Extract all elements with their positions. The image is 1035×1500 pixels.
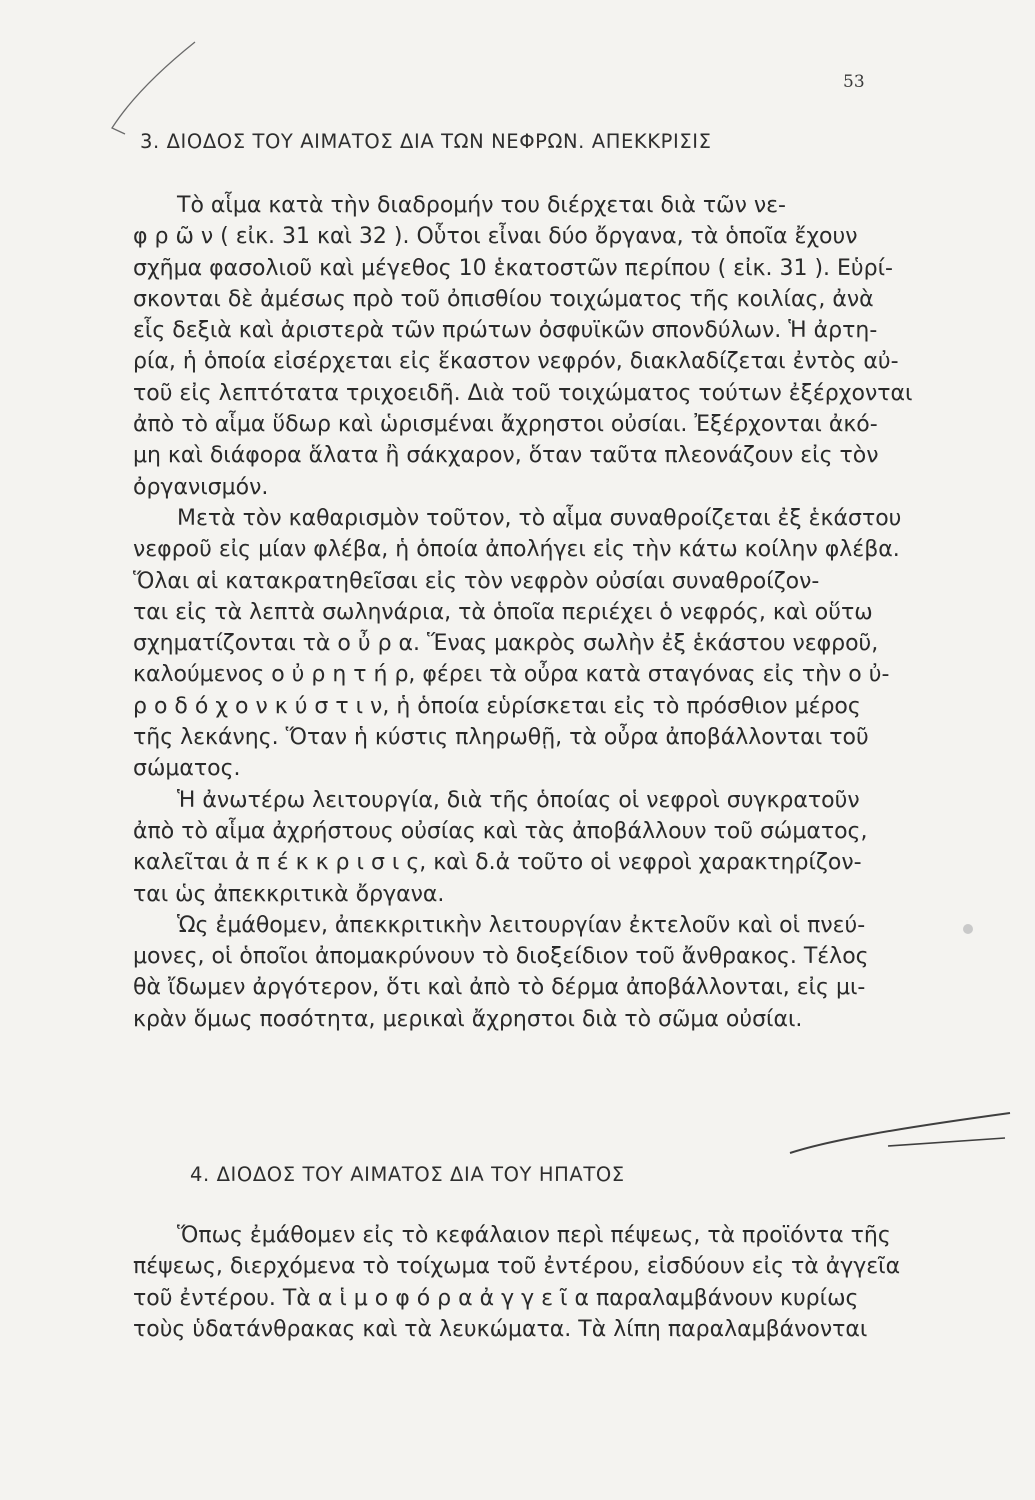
text-line: καλούμενος ο ὐ ρ η τ ή ρ, φέρει τὰ οὖρα κατὰ σταγόνας εἰς τὴν ο ὐ-	[133, 662, 890, 688]
text-line: νεφροῦ εἰς μίαν φλέβα, ἡ ὁποία ἀπολήγει εἰς τὴν κάτω κοίλην φλέβα.	[133, 537, 900, 563]
section-body	[133, 190, 913, 1035]
text-line: ται εἰς τὰ λεπτὰ σωληνάρια, τὰ ὁποῖα περιέχει ὁ νεφρός, καὶ οὕτω	[133, 599, 873, 625]
text-line: τοὺς ὑδατάνθρακας καὶ τὰ λευκώματα. Τὰ λίπη παραλαμβάνονται	[133, 1316, 868, 1342]
text-line: φ ρ ῶ ν ( εἰκ. 31 καὶ 32 ). Οὗτοι εἶναι δύο ὄργανα, τὰ ὁποῖα ἔχουν	[133, 224, 858, 250]
text-line: ἀπὸ τὸ αἷμα ἀχρήστους οὐσίας καὶ τὰς ἀποβάλλουν τοῦ σώματος,	[133, 818, 868, 844]
section-heading: 4. ΔΙΟΔΟΣ ΤΟΥ ΑΙΜΑΤΟΣ ΔΙΑ ΤΟΥ ΗΠΑΤΟΣ	[190, 1163, 625, 1186]
pencil-underline-stroke	[888, 1138, 1005, 1146]
pencil-check-mark	[112, 42, 195, 134]
text-line: Ὅλαι αἱ κατακρατηθεῖσαι εἰς τὸν νεφρὸν οὐσίαι συναθροίζον-	[133, 568, 820, 594]
text-line: μη καὶ διάφορα ἅλατα ἢ σάκχαρον, ὅταν ταῦτα πλεονάζουν εἰς τὸν	[133, 443, 879, 469]
text-line: Ὅπως ἐμάθομεν εἰς τὸ κεφάλαιον περὶ πέψεως, τὰ προϊόντα τῆς	[177, 1223, 891, 1248]
text-line: ρία, ἡ ὁποία εἰσέρχεται εἰς ἕκαστον νεφρόν, διακλαδίζεται ἐντὸς αὐ-	[133, 349, 899, 375]
page-number: 53	[843, 72, 865, 92]
text-line: μονες, οἱ ὁποῖοι ἀπομακρύνουν τὸ διοξείδιον τοῦ ἄνθρακος. Τέλος	[133, 944, 869, 970]
text-line: κρὰν ὅμως ποσότητα, μερικαὶ ἄχρηστοι διὰ τὸ σῶμα οὐσίαι.	[133, 1006, 803, 1032]
section-heading: 3. ΔΙΟΔΟΣ ΤΟΥ ΑΙΜΑΤΟΣ ΔΙΑ ΤΩΝ ΝΕΦΡΩΝ. ΑΠΕΚΚΡΙΣΙΣ	[140, 130, 712, 153]
pencil-underline-stroke	[790, 1113, 1010, 1153]
text-line: σώματος.	[133, 756, 241, 782]
text-line: Ὡς ἐμάθομεν, ἀπεκκριτικὴν λειτουργίαν ἐκτελοῦν καὶ οἱ πνεύ-	[177, 912, 866, 938]
text-line: ἀπὸ τὸ αἷμα ὕδωρ καὶ ὡρισμέναι ἄχρηστοι οὐσίαι. Ἐξέρχονται ἀκό-	[133, 412, 878, 438]
text-line: ρ ο δ ό χ ο ν κ ύ σ τ ι ν, ἡ ὁποία εὑρίσκεται εἰς τὸ πρόσθιον μέρος	[133, 693, 861, 719]
text-line: Μετὰ τὸν καθαρισμὸν τοῦτον, τὸ αἷμα συναθροίζεται ἐξ ἑκάστου	[177, 505, 902, 531]
ink-smudge	[963, 924, 973, 934]
text-line: Τὸ αἷμα κατὰ τὴν διαδρομήν του διέρχεται διὰ τῶν νε-	[177, 193, 786, 218]
text-line: τοῦ ἐντέρου. Τὰ α ἱ μ ο φ ό ρ α ἀ γ γ ε ῖ α παραλαμβάνουν κυρίως	[133, 1285, 859, 1311]
text-line: τοῦ εἰς λεπτότατα τριχοειδῆ. Διὰ τοῦ τοιχώματος τούτων ἐξέρχονται	[133, 380, 913, 406]
text-line: Ἡ ἀνωτέρω λειτουργία, διὰ τῆς ὁποίας οἱ νεφροὶ συγκρατοῦν	[177, 787, 860, 813]
text-line: σχηματίζονται τὰ ο ὖ ρ α. Ἕνας μακρὸς σωλὴν ἐξ ἑκάστου νεφροῦ,	[133, 631, 879, 657]
text-line: ται ὡς ἀπεκκριτικὰ ὄργανα.	[133, 881, 445, 907]
text-line: καλεῖται ἀ π έ κ κ ρ ι σ ι ς, καὶ δ.ἀ τοῦτο οἱ νεφροὶ χαρακτηρίζον-	[133, 850, 862, 876]
text-line: πέψεως, διερχόμενα τὸ τοίχωμα τοῦ ἐντέρου, εἰσδύουν εἰς τὰ ἀγγεῖα	[133, 1254, 901, 1280]
section-body	[133, 1220, 901, 1345]
text-line: σχῆμα φασολιοῦ καὶ μέγεθος 10 ἑκατοστῶν περίπου ( εἰκ. 31 ). Εὑρί-	[133, 255, 893, 281]
text-line: θὰ ἴδωμεν ἀργότερον, ὅτι καὶ ἀπὸ τὸ δέρμα ἀποβάλλονται, εἰς μι-	[133, 975, 866, 1001]
text-line: ὀργανισμόν.	[133, 474, 269, 500]
text-line: τῆς λεκάνης. Ὅταν ἡ κύστις πληρωθῇ, τὰ οὖρα ἀποβάλλονται τοῦ	[133, 725, 869, 751]
text-line: εἷς δεξιὰ καὶ ἀριστερὰ τῶν πρώτων ὀσφυϊκῶν σπονδύλων. Ἡ ἀρτη-	[133, 318, 878, 344]
text-line: σκονται δὲ ἀμέσως πρὸ τοῦ ὀπισθίου τοιχώματος τῆς κοιλίας, ἀνὰ	[133, 286, 874, 312]
